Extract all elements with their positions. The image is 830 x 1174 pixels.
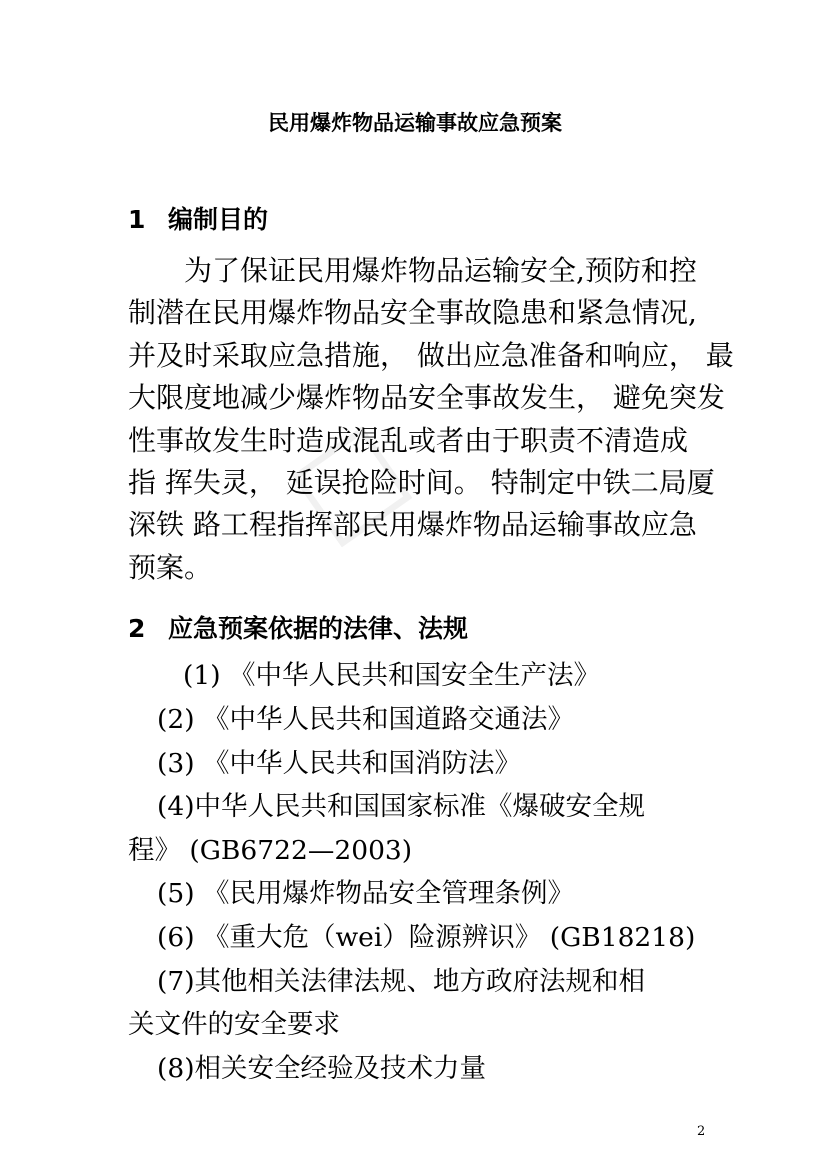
paragraph-line: 制潜在民用爆炸物品安全事故隐患和紧急情况,	[128, 296, 697, 330]
paragraph-line: 深铁 路工程指挥部民用爆炸物品运输事故应急	[128, 508, 697, 542]
law-item: 程》 (GB6722—2003)	[128, 835, 413, 866]
law-item: (5) 《民用爆炸物品安全管理条例》	[157, 878, 574, 909]
law-item: (1) 《中华人民共和国安全生产法》	[183, 660, 600, 691]
law-item: (2) 《中华人民共和国道路交通法》	[157, 704, 574, 735]
section-title: 编制目的	[168, 205, 269, 234]
watermark: ☐	[269, 401, 438, 578]
document-title: 民用爆炸物品运输事故应急预案	[268, 111, 562, 135]
section-number: 1	[128, 205, 146, 234]
paragraph-line: 指 挥失灵， 延误抢险时间。 特制定中铁二局厦	[128, 465, 715, 499]
section-title: 应急预案依据的法律、法规	[168, 614, 469, 643]
section-heading-2	[128, 609, 468, 645]
paragraph-line: 性事故发生时造成混乱或者由于职责不清造成	[128, 423, 689, 457]
law-item: (7)其他相关法律法规、地方政府法规和相	[157, 966, 646, 997]
law-item: (4)中华人民共和国国家标准《爆破安全规	[157, 791, 646, 822]
paragraph-line: 并及时采取应急措施， 做出应急准备和响应， 最	[128, 338, 734, 372]
paragraph-line: 大限度地减少爆炸物品安全事故发生， 避免突发	[128, 381, 725, 415]
paragraph-line: 预案。	[128, 550, 213, 584]
purpose-paragraph	[128, 250, 734, 589]
law-item: 关文件的安全要求	[128, 1009, 340, 1040]
law-item: (8)相关安全经验及技术力量	[157, 1053, 487, 1084]
page-number: 2	[697, 1124, 706, 1139]
law-item: (6) 《重大危（wei）险源辨识》 (GB18218)	[157, 922, 696, 953]
law-item: (3) 《中华人民共和国消防法》	[157, 748, 521, 779]
paragraph-line: 为了保证民用爆炸物品运输安全,预防和控	[184, 254, 697, 287]
section-heading-1	[128, 200, 268, 236]
section-number: 2	[128, 614, 146, 643]
